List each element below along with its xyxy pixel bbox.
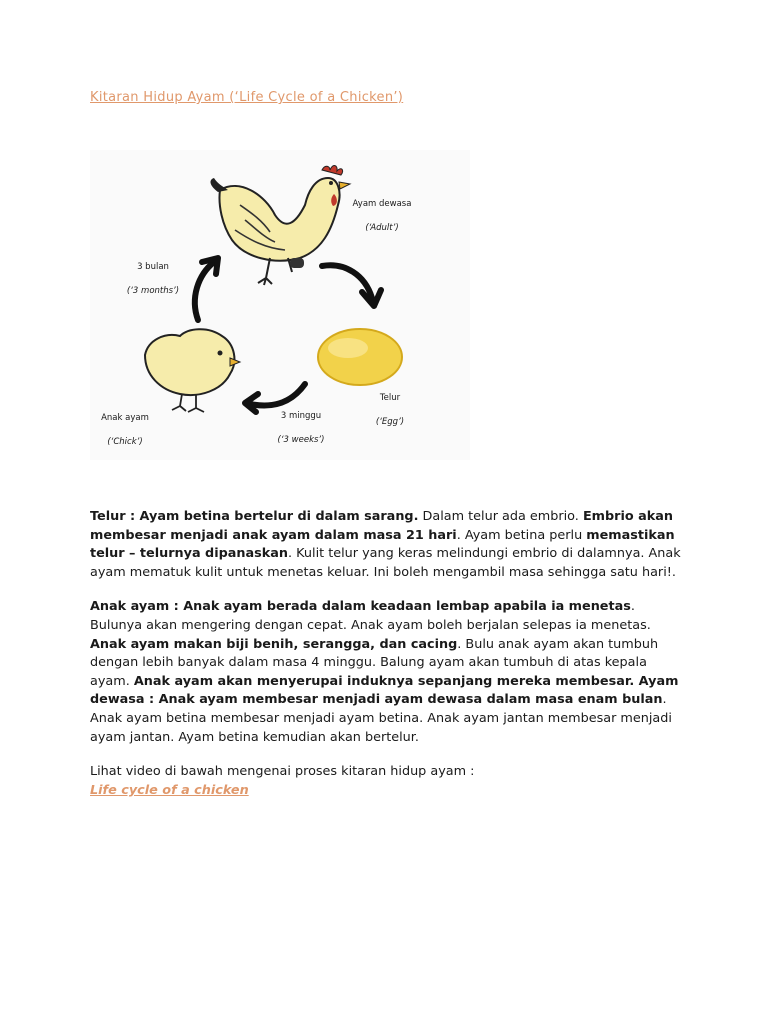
paragraph-chick-adult: Anak ayam : Anak ayam berada dalam keadaan lembap apabila ia menetas. Bulunya akan mengering dengan cepat. Anak ayam boleh berjalan selepas ia menetas. Anak ayam makan biji benih, serangga, dan cacing. Bulu anak ayam akan tumbuh dengan lebih banyak dalam masa 4 minggu. Balung ayam akan tumbuh di atas kepala ayam. Anak ayam akan menyerupai induknya sepanjang mereka membesar. Ayam dewasa : Anak ayam membesar menjadi ayam dewasa dalam masa enam bulan. Anak ayam betina membesar menjadi ayam betina. Anak ayam jantan membesar menjadi ayam jantan. Ayam betina kemudian akan bertelur. (90, 599, 679, 745)
label-egg: Telur (‘Egg’) (375, 393, 405, 427)
body-text (90, 508, 690, 816)
egg-illustration (318, 329, 402, 385)
label-chick: Anak ayam (‘Chick’) (101, 413, 149, 447)
video-intro: Lihat video di bawah mengenai proses kitaran hidup ayam : (90, 764, 475, 780)
label-adult: Ayam dewasa (‘Adult’) (352, 199, 412, 233)
page-title: Kitaran Hidup Ayam (‘Life Cycle of a Chicken’) (90, 90, 404, 105)
label-3-weeks: 3 minggu (‘3 weeks’) (277, 411, 325, 445)
label-3-months: 3 bulan (‘3 months’) (126, 262, 180, 296)
life-cycle-diagram (90, 150, 470, 460)
video-link[interactable]: Life cycle of a chicken (90, 782, 249, 798)
paragraph-egg: Telur : Ayam betina bertelur di dalam sarang. Dalam telur ada embrio. Embrio akan membesar menjadi anak ayam dalam masa 21 hari. Ayam betina perlu memastikan telur – telurnya dipanaskan. Kulit telur yang keras melindungi embrio di dalamnya. Anak ayam mematuk kulit untuk menetas keluar. Ini boleh mengambil masa sehingga satu hari!. (90, 509, 681, 580)
paragraph-video (90, 763, 690, 800)
